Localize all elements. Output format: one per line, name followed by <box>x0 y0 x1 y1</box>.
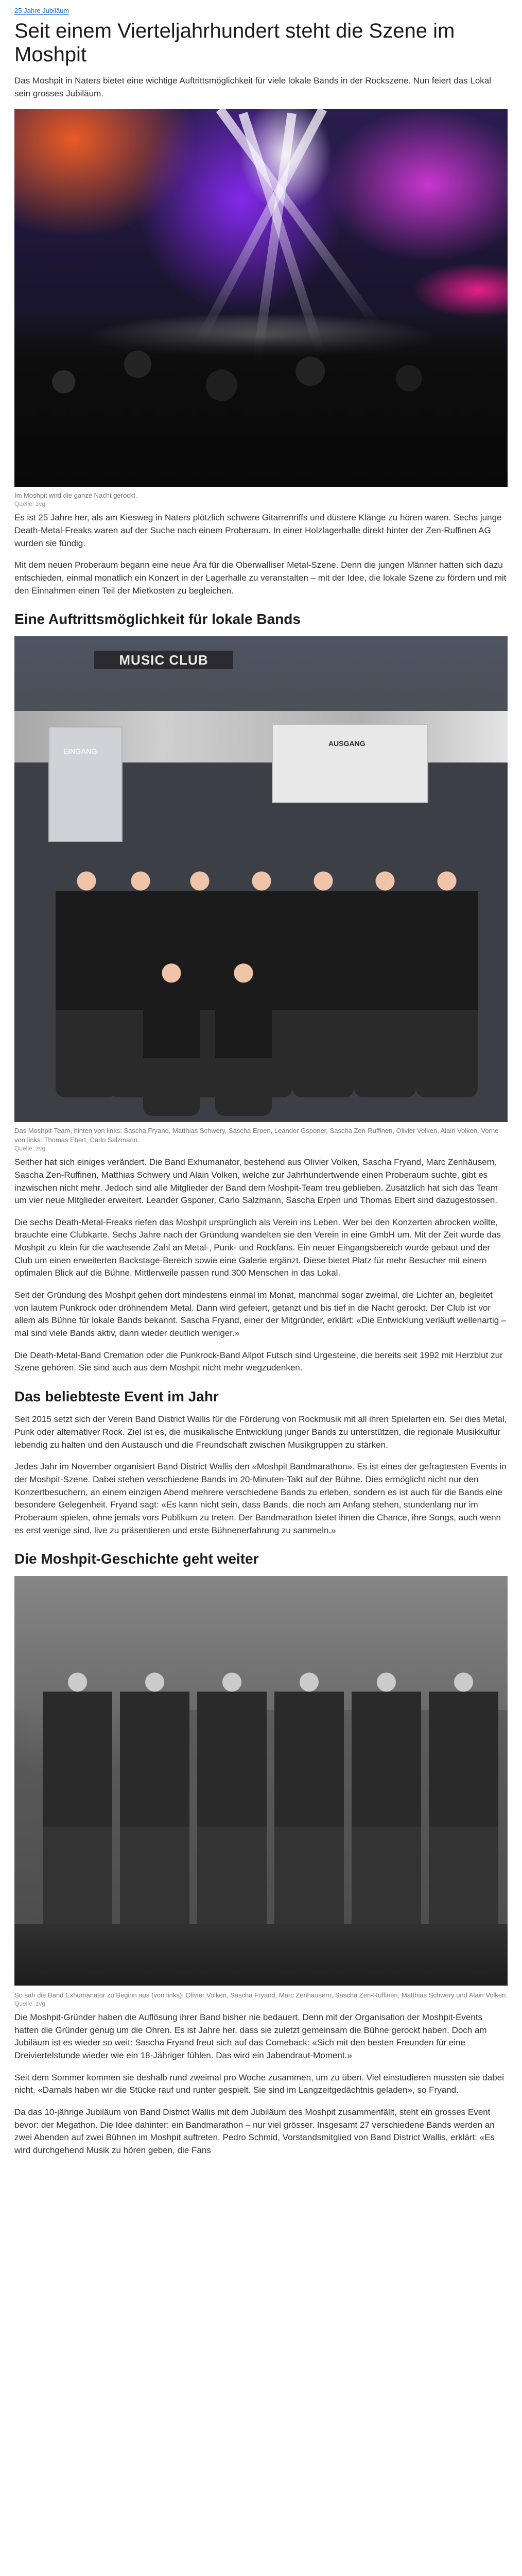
person-silhouette <box>56 840 117 1097</box>
section-heading: Die Moshpit-Geschichte geht weiter <box>14 1551 259 1567</box>
entrance-door <box>48 726 123 842</box>
stage-floor <box>14 1924 508 1986</box>
historic-band-caption: So sah die Band Exhumanator zu Beginn aus (von links): Olivier Volken, Sascha Fryand, Marc Zenhäusern, Sascha Zen-Ruffinen, Matthias Schwery und Alain Volken. <box>14 1991 508 1999</box>
historic-band-source: Quelle: zvg <box>14 2000 46 2008</box>
band-member-silhouette <box>120 1651 189 1965</box>
person-silhouette <box>215 946 272 1116</box>
paragraph: Seit der Gründung des Moshpit gehen dort mindestens einmal im Monat, manchmal sogar zweimal, die Lichter an, begleitet von lautem Punkrock oder dröhnendem Metal. Dann wird gefeiert, getanzt und bis tief in die Nacht gerockt. Der Club ist vor allem als Bühne für lokale Bands bekannt. Sascha Fryand, einer der Mitgründer, erklärt: «Die Entwicklung verläuft wellenartig – mal sind viele Bands aktiv, dann wieder deutlich weniger.» <box>14 1290 507 1338</box>
team-caption: Das Moshpit-Team, hinten von links: Sascha Fryand, Matthias Schwery, Sascha Erpen, Leander Gsponer, Sascha Zen-Ruffinen, Olivier Volken, Alain Volken. Vorne von links: Thomas Ebert, Carlo Salzmann. <box>14 1126 499 1144</box>
team-figure <box>14 636 508 1152</box>
paragraph: Die Moshpit-Gründer haben die Auflösung ihrer Band bisher nie bedauert. Denn mit der Organisation der Moshpit-Events hatten die Gründer genug um die Ohren. Es ist Jahre her, dass sie zuletzt gemeinsam die Bühne gerockt haben. Doch am Jubiläum ist es wieder so weit: Sascha Fryand freut sich auf das Comeback: «Sich mit den besten Freunden für eine Dreiviertelstunde wieder wie ein 18-Jähriger fühlen. Das wird ein Jabendraut-Moment.» <box>14 2012 487 2060</box>
band-member-silhouette <box>352 1651 421 1965</box>
hero-caption: Im Moshpit wird die ganze Nacht gerockt. <box>14 492 137 500</box>
section-heading: Eine Auftrittsmöglichkeit für lokale Bands <box>14 611 301 628</box>
article-lead: Das Moshpit in Naters bietet eine wichtige Auftrittsmöglichkeit für viele lokale Bands in der Rockszene. Nun feiert das Lokal sein grosses Jubiläum. <box>14 76 492 98</box>
person-silhouette <box>354 840 416 1097</box>
article-kicker-link[interactable]: 25 Jahre Jubiläum <box>14 7 69 14</box>
band-member-silhouette <box>43 1651 112 1965</box>
music-club-sign: MUSIC CLUB <box>94 651 233 669</box>
paragraph: Mit dem neuen Proberaum begann eine neue Ära für die Oberwalliser Metal-Szene. Denn die jungen Männer hatten sich dazu entschieden, einmal monatlich ein Konzert in der Lagerhalle zu veranstalten – mit der Idee, die lokale Szene zu fördern und mit den Einnahmen einen Teil der Mietkosten zu begleichen. <box>14 560 507 596</box>
hero-concert-image <box>14 109 508 487</box>
paragraph: Es ist 25 Jahre her, als am Kiesweg in Naters plötzlich schwere Gitarrenriffs und düstere Klänge zu hören waren. Sechs junge Death-Metal-Freaks waren auf der Suche nach einem Proberaum. In einer Holzlagerhalle direkt hinter der Zen-Ruffinen AG wurden sie fündig. <box>14 513 502 548</box>
person-silhouette <box>292 840 354 1097</box>
hero-figure <box>14 109 508 507</box>
band-member-silhouette <box>197 1651 267 1965</box>
paragraph: Seit dem Sommer kommen sie deshalb rund zweimal pro Woche zusammen, um zu üben. Viel einstudieren mussten sie dabei nicht. «Damals haben wir die Stücke rauf und runter gespielt. Sie sind im Langzeitgedächtnis geladen», so Fryand. <box>14 2072 504 2095</box>
team-image <box>14 636 508 1122</box>
paragraph: Seit 2015 setzt sich der Verein Band District Wallis für die Förderung von Rockmusik mit all ihren Spielarten ein. Sei dies Metal, Punk oder alternativer Rock. Ziel ist es, die musikalische Entwicklung junger Bands zu unterstützen, die regionale Musikkultur lebendig zu halten und den Austausch und die Freundschaft zwischen Musikgruppen zu stärken. <box>14 1414 507 1450</box>
band-member-silhouette <box>429 1651 498 1965</box>
paragraph: Die sechs Death-Metal-Freaks riefen das Moshpit ursprünglich als Verein ins Leben. Wer bei den Konzerten abrocken wollte, brauchte eine Clubkarte. Sechs Jahre nach der Gründung wandelten sie den Verein in eine GmbH um. Mit der Zeit wurde das Moshpit zu klein für die wachsende Zahl an Metal-, Punk- und Rockfans. Ein neuer Eingangsbereich wurde gebaut und der Club um einen erweiterten Backstage-Bereich sowie eine Galerie ergänzt. Diese bietet Platz für mehr Besucher mit einem optimalen Blick auf die Bühne. Mittlerweile passen rund 300 Menschen in das Lokal. <box>14 1217 501 1278</box>
paragraph: Da das 10-jährige Jubiläum von Band District Wallis mit dem Jubiläum des Moshpit zusammenfällt, steht ein grosses Event bevor: der Megathon. Die Idee dahinter: ein Bandmarathon – nur viel grösser. Insgesamt 27 verschiedene Bands werden an zwei Abenden auf zwei Bühnen im Moshpit auftreten. Pedro Schmid, Vorstandsmitglied von Band District Wallis, erklärt: «Es wird durchgehend Musik zu hören geben, die Fans <box>14 2107 495 2155</box>
section-heading: Das beliebteste Event im Jahr <box>14 1388 219 1404</box>
article-title: Seit einem Vierteljahrhundert steht die Szene im Moshpit <box>14 20 455 66</box>
historic-band-figure <box>14 1576 508 2007</box>
historic-band-image <box>14 1576 508 1986</box>
paragraph: Jedes Jahr im November organisiert Band District Wallis den «Moshpit Bandmarathon». Es ist eines der gefragtesten Events in der Moshpit-Szene. Dabei stehen verschiedene Bands im 20-Minuten-Takt auf der Bühne. Dies ermöglicht nicht nur den Konzertbesuchern, an einem einzigen Abend mehrere verschiedene Bands zu erleben, sondern es ist auch für die Bands eine besondere Gelegenheit. Fryand sagt: «Es kann nicht sein, dass Bands, die noch am Anfang stehen, stundenlang nur im Proberaum spielen, ohne jemals vors Publikum zu treten. Der Bandmarathon bietet ihnen die Chance, ihre Songs, auch wenn es erst wenige sind, live zu präsentieren und erste Bühnenerfahrung zu sammeln.» <box>14 1462 507 1535</box>
person-silhouette <box>143 946 200 1116</box>
bar-counter <box>272 724 428 803</box>
hero-source: Quelle: zvg <box>14 500 46 508</box>
paragraph: Seither hat sich einiges verändert. Die Band Exhumanator, bestehend aus Olivier Volken, Sascha Fryand, Marc Zenhäusern, Sascha Zen-Ruffinen, Matthias Schwery und Alain Volken, welche zur Jahrhundertwende einen Proberaum suchte, gibt es inzwischen nicht mehr. Jedoch sind alle Mitglieder der Band dem Moshpit-Team treu geblieben. Zusätzlich hat sich das Team um vier neue Mitglieder erweitert. Leander Gsponer, Carlo Salzmann, Sascha Erpen und Thomas Ebert sind dazugestossen. <box>14 1157 498 1206</box>
paragraph: Die Death-Metal-Band Cremation oder die Punkrock-Band Allpot Futsch sind Urgesteine, die bereits seit 1992 mit Herzblut zur Szene gehören. Sie sind auch aus dem Moshpit nicht mehr wegzudenken. <box>14 1350 503 1373</box>
band-member-silhouette <box>274 1651 344 1965</box>
team-source: Quelle: zvg <box>14 1145 46 1153</box>
door-label: EINGANG <box>63 747 97 755</box>
bar-label: AUSGANG <box>328 739 366 748</box>
person-silhouette <box>416 840 478 1097</box>
crowd-silhouette <box>14 312 508 487</box>
